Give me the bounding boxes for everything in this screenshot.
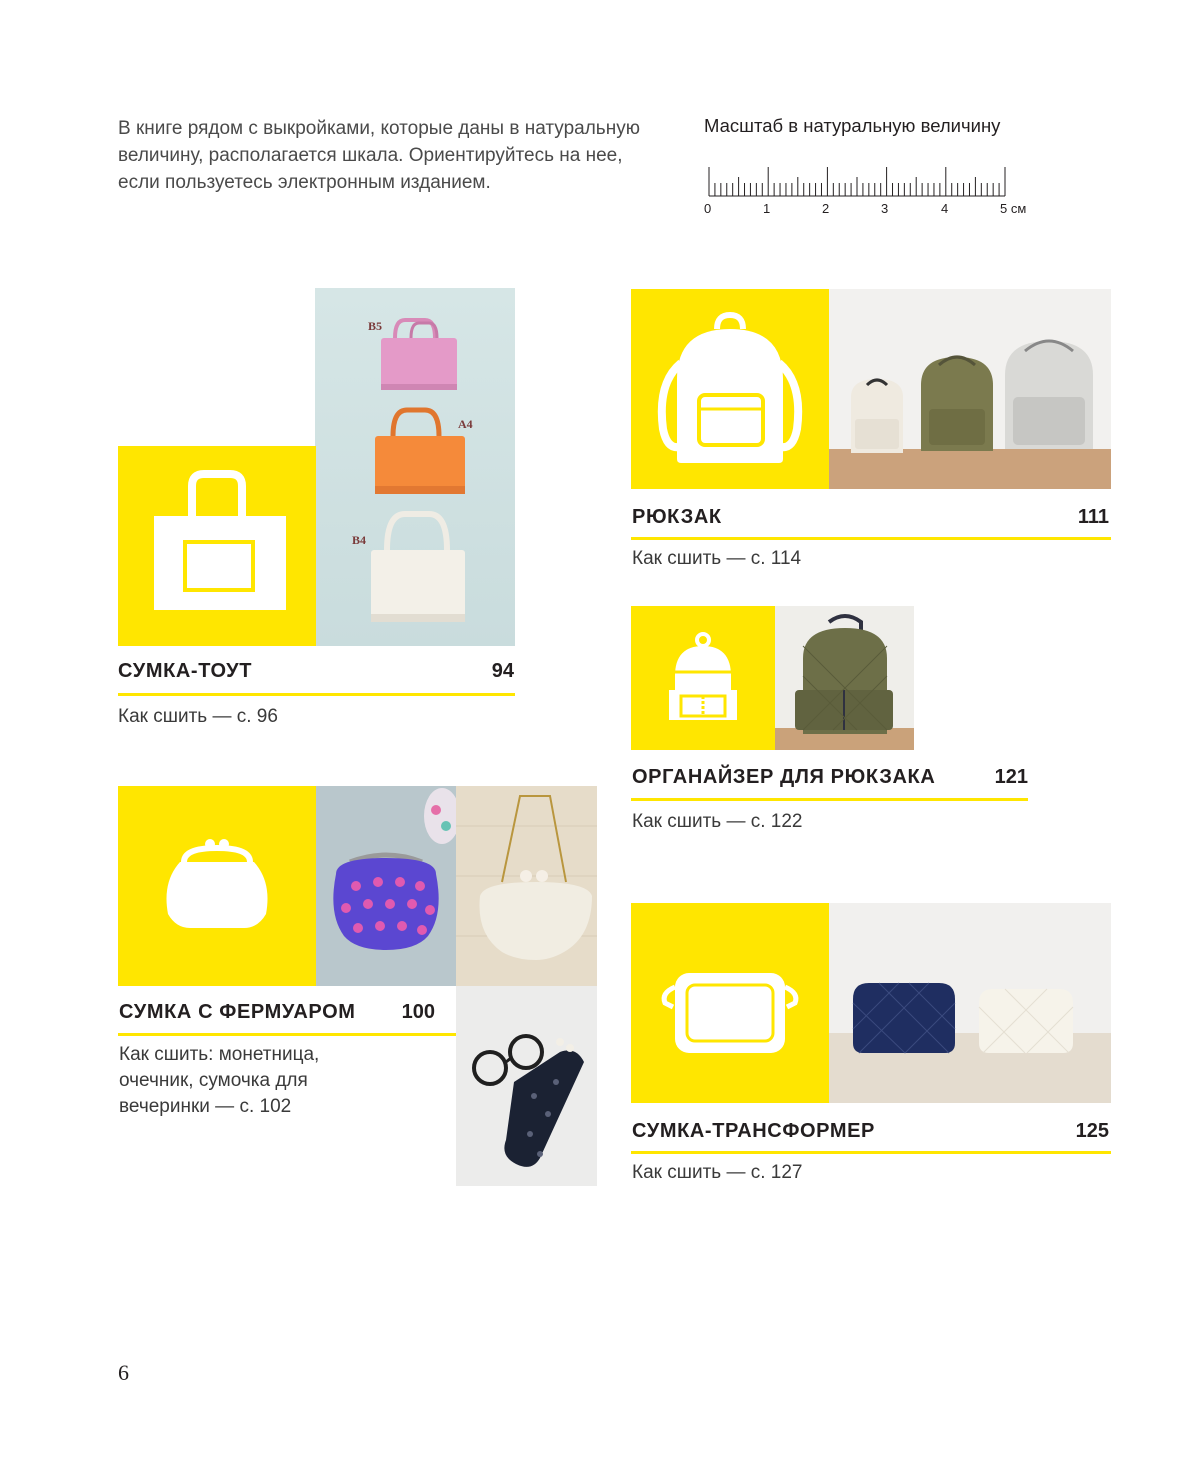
tote-label-a4: A4: [458, 417, 473, 431]
frame-icon-box: [118, 786, 316, 986]
ruler-label-2: 2: [822, 201, 830, 216]
frame-how-line-2: очечник, сумочка для: [119, 1070, 308, 1091]
backpack-title: РЮКЗАК: [632, 506, 722, 528]
ruler-label-1: 1: [763, 201, 771, 216]
organizer-title: ОРГАНАЙЗЕР ДЛЯ РЮКЗАКА: [632, 766, 936, 788]
tote-label-b4: B4: [352, 533, 367, 547]
intro-text: [118, 115, 678, 196]
tote-bag-icon: [118, 446, 316, 646]
organizer-icon: [631, 606, 775, 750]
transformer-rule: [631, 1151, 1111, 1154]
intro-line-1: В книге рядом с выкройками, которые даны в натуральную: [118, 118, 640, 139]
frame-how-line-1: Как сшить: монетница,: [119, 1044, 320, 1065]
page-folio: 6: [118, 1360, 129, 1385]
backpack-how: Как сшить — с. 114: [632, 548, 802, 569]
organizer-icon-box: [631, 606, 775, 750]
frame-photo-evening: [456, 786, 597, 986]
transformer-how: Как сшить — с. 127: [632, 1162, 803, 1183]
transformer-photo: [829, 903, 1111, 1103]
tote-rule: [118, 693, 515, 696]
transformer-icon-box: [631, 903, 829, 1103]
tote-title: СУМКА-ТОУТ: [118, 660, 253, 682]
backpack-photo: [829, 289, 1111, 489]
shoulder-bag-icon: [631, 903, 829, 1103]
ruler-label-5: 5 см: [1000, 201, 1027, 216]
organizer-photo: [775, 606, 914, 750]
frame-how-line-3: вечеринки — с. 102: [119, 1096, 292, 1117]
frame-how: [119, 1042, 319, 1120]
organizer-how: Как сшить — с. 122: [632, 811, 803, 832]
frame-purse-icon: [118, 786, 316, 986]
backpack-page-number: 111: [1077, 506, 1109, 528]
tote-label-b5: B5: [368, 319, 383, 333]
tote-icon-box: [118, 446, 316, 646]
frame-title: СУМКА С ФЕРМУАРОМ: [119, 1001, 356, 1023]
tote-photo: [315, 288, 515, 646]
intro-line-3: если пользуетесь электронным изданием.: [118, 172, 491, 193]
backpack-icon-box: [631, 289, 829, 489]
transformer-page-number: 125: [1075, 1120, 1109, 1142]
frame-page-number: 100: [401, 1001, 435, 1023]
ruler-label-4: 4: [941, 201, 949, 216]
backpack-icon: [631, 289, 829, 489]
frame-photo-glasses: [456, 986, 597, 1186]
organizer-page-number: 121: [994, 766, 1028, 788]
scale-title: Масштаб в натуральную величину: [704, 115, 1001, 136]
ruler: [703, 163, 1043, 223]
ruler-label-0: 0: [704, 201, 712, 216]
intro-line-2: величину, располагается шкала. Ориентируйтесь на нее,: [118, 145, 623, 166]
tote-how: Как сшить — с. 96: [118, 706, 278, 727]
tote-page-number: 94: [491, 660, 514, 682]
frame-photo-coin: [316, 786, 456, 986]
ruler-label-3: 3: [881, 201, 889, 216]
organizer-rule: [631, 798, 1028, 801]
backpack-rule: [631, 537, 1111, 540]
transformer-title: СУМКА-ТРАНСФОРМЕР: [632, 1120, 875, 1142]
frame-rule: [118, 1033, 456, 1036]
